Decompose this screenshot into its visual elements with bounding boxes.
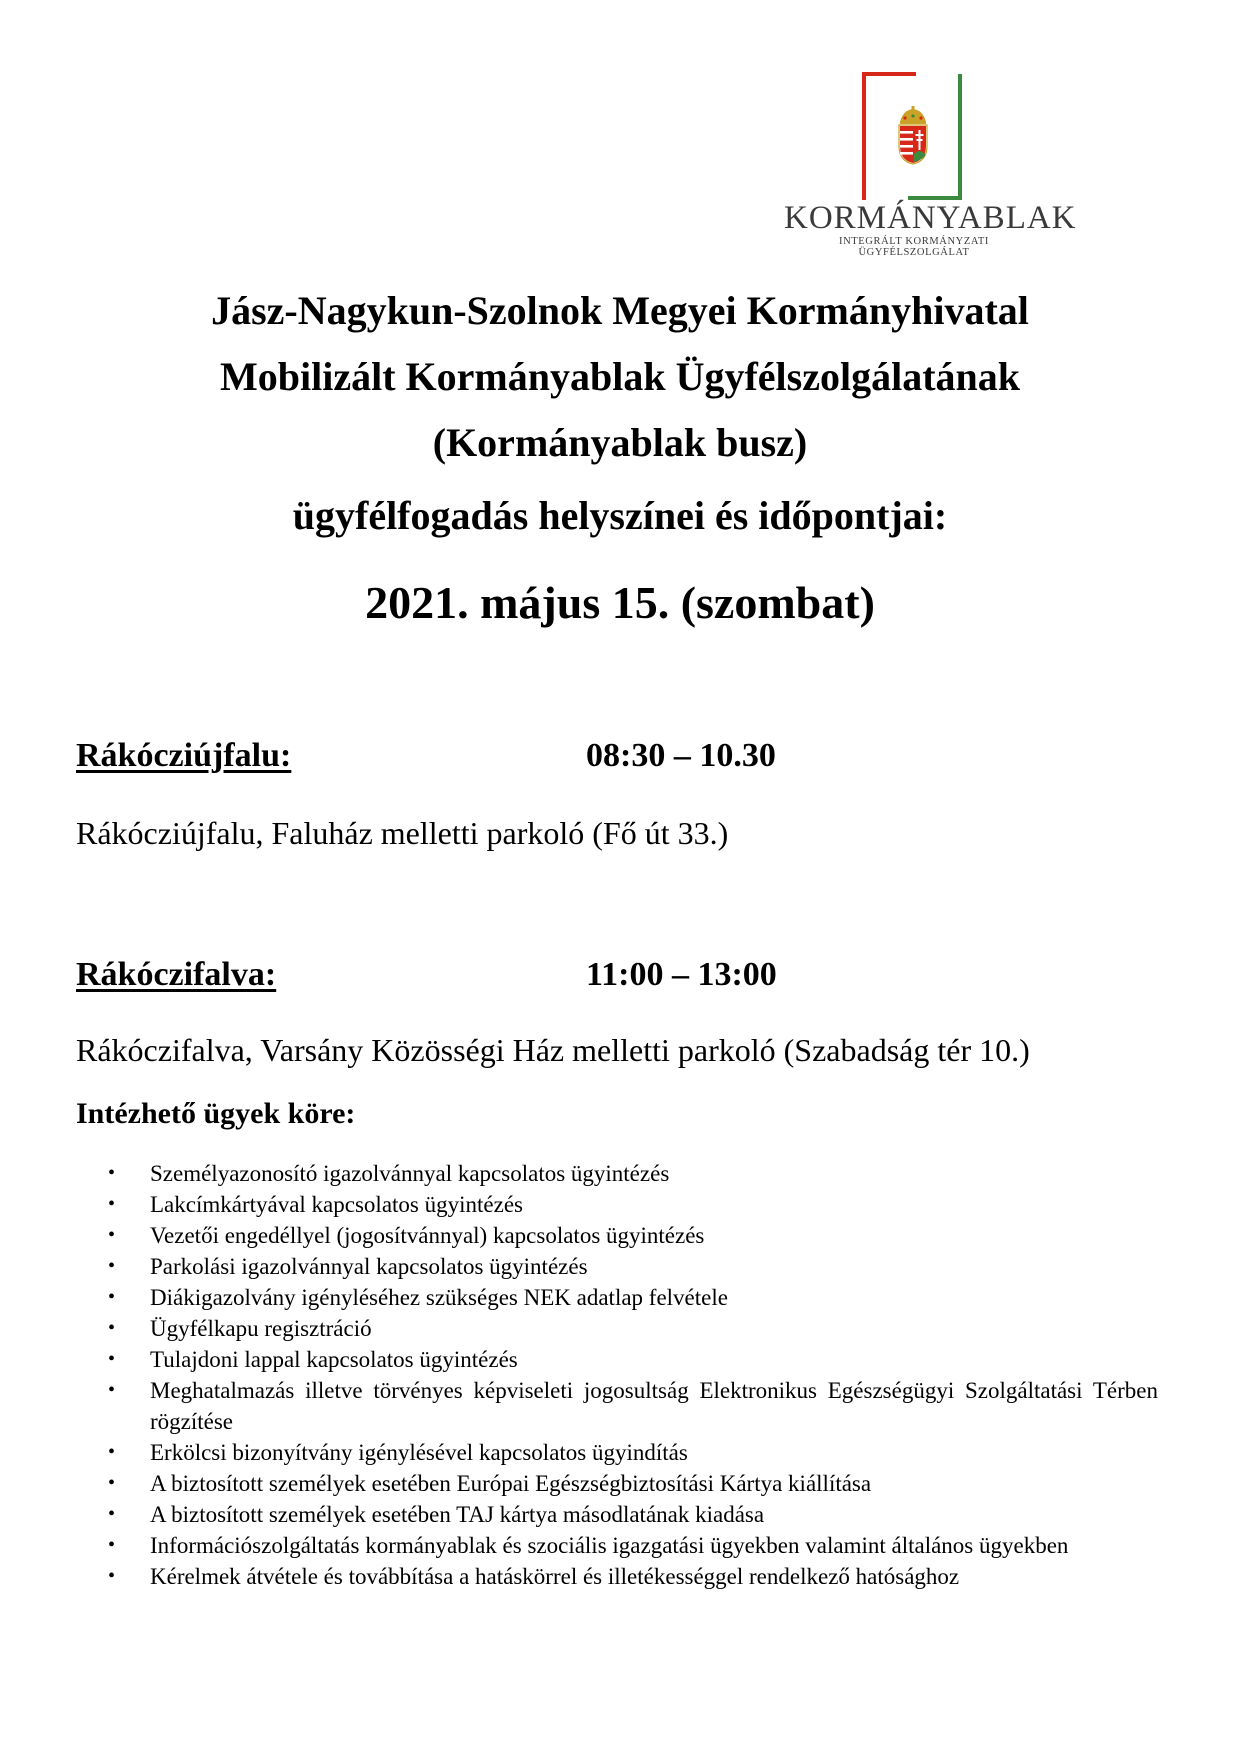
list-item bbox=[108, 1344, 1158, 1375]
services-title: Intézhető ügyek köre: bbox=[76, 1097, 356, 1130]
list-item bbox=[108, 1189, 1158, 1220]
bullet-icon: • bbox=[108, 1472, 116, 1494]
list-item-text: Diákigazolvány igényléséhez szükséges NEK adatlap felvétele bbox=[150, 1285, 728, 1310]
logo-tagline: INTEGRÁLT KORMÁNYZATI ÜGYFÉLSZOLGÁLAT bbox=[839, 236, 989, 258]
list-item-text: A biztosított személyek esetében TAJ kártya másodlatának kiadása bbox=[150, 1502, 765, 1527]
document-date: 2021. május 15. (szombat) bbox=[365, 577, 875, 628]
bullet-icon: • bbox=[108, 1193, 116, 1215]
location-time: 08:30 – 10.30 bbox=[586, 737, 776, 774]
list-item bbox=[108, 1375, 1158, 1437]
bullet-icon: • bbox=[108, 1565, 116, 1587]
list-item-text: Információszolgáltatás kormányablak és szociális igazgatási ügyekben valamint általános ügyekben bbox=[150, 1533, 1069, 1558]
bullet-icon: • bbox=[108, 1534, 116, 1556]
list-item bbox=[108, 1158, 1158, 1189]
title-line-3: (Kormányablak busz) bbox=[432, 420, 808, 465]
list-item-text: Parkolási igazolvánnyal kapcsolatos ügyintézés bbox=[150, 1254, 588, 1279]
list-item-text: Meghatalmazás illetve törvényes képviseleti jogosultság Elektronikus Egészségügyi Szolgáltatási Térben rögzítése bbox=[150, 1378, 1158, 1434]
bullet-icon: • bbox=[108, 1286, 116, 1308]
location-time: 11:00 – 13:00 bbox=[586, 956, 777, 993]
title-line-2: Mobilizált Kormányablak Ügyfélszolgálatának bbox=[220, 354, 1020, 399]
list-item bbox=[108, 1313, 1158, 1344]
bullet-icon: • bbox=[108, 1224, 116, 1246]
location-name: Rákóczifalva: bbox=[76, 956, 277, 993]
list-item bbox=[108, 1530, 1158, 1561]
list-item-text: Kérelmek átvétele és továbbítása a hatáskörrel és illetékességgel rendelkező hatósághoz bbox=[150, 1564, 960, 1589]
list-item-text: Vezetői engedéllyel (jogosítvánnyal) kapcsolatos ügyintézés bbox=[150, 1223, 705, 1248]
document-subtitle: ügyfélfogadás helyszínei és időpontjai: bbox=[292, 493, 948, 538]
location-address: Rákóczifalva, Varsány Közösségi Ház melletti parkoló (Szabadság tér 10.) bbox=[76, 1032, 1030, 1068]
list-item bbox=[108, 1282, 1158, 1313]
document-title bbox=[0, 278, 1240, 476]
list-item-text: A biztosított személyek esetében Európai Egészségbiztosítási Kártya kiállítása bbox=[150, 1471, 872, 1496]
kormanyablak-logo bbox=[784, 72, 1077, 262]
title-line-1: Jász-Nagykun-Szolnok Megyei Kormányhivatal bbox=[211, 288, 1029, 333]
bullet-icon: • bbox=[108, 1348, 116, 1370]
bullet-icon: • bbox=[108, 1255, 116, 1277]
list-item bbox=[108, 1437, 1158, 1468]
bullet-icon: • bbox=[108, 1441, 116, 1463]
list-item-text: Ügyfélkapu regisztráció bbox=[150, 1316, 372, 1341]
services-list bbox=[108, 1158, 1158, 1592]
list-item bbox=[108, 1561, 1158, 1592]
bullet-icon: • bbox=[108, 1379, 116, 1401]
list-item-text: Lakcímkártyával kapcsolatos ügyintézés bbox=[150, 1192, 523, 1217]
list-item-text: Személyazonosító igazolvánnyal kapcsolatos ügyintézés bbox=[150, 1161, 670, 1186]
list-item-text: Tulajdoni lappal kapcsolatos ügyintézés bbox=[150, 1347, 518, 1372]
bullet-icon: • bbox=[108, 1317, 116, 1339]
bullet-icon: • bbox=[108, 1503, 116, 1525]
coat-of-arms-icon bbox=[895, 106, 931, 166]
list-item bbox=[108, 1499, 1158, 1530]
location-address: Rákócziújfalu, Faluház melletti parkoló (Fő út 33.) bbox=[76, 815, 729, 851]
list-item bbox=[108, 1468, 1158, 1499]
list-item bbox=[108, 1220, 1158, 1251]
location-name: Rákócziújfalu: bbox=[76, 737, 292, 774]
list-item bbox=[108, 1251, 1158, 1282]
logo-name: KORMÁNYABLAK bbox=[784, 200, 1077, 236]
list-item-text: Erkölcsi bizonyítvány igénylésével kapcsolatos ügyindítás bbox=[150, 1440, 688, 1465]
bullet-icon: • bbox=[108, 1162, 116, 1184]
